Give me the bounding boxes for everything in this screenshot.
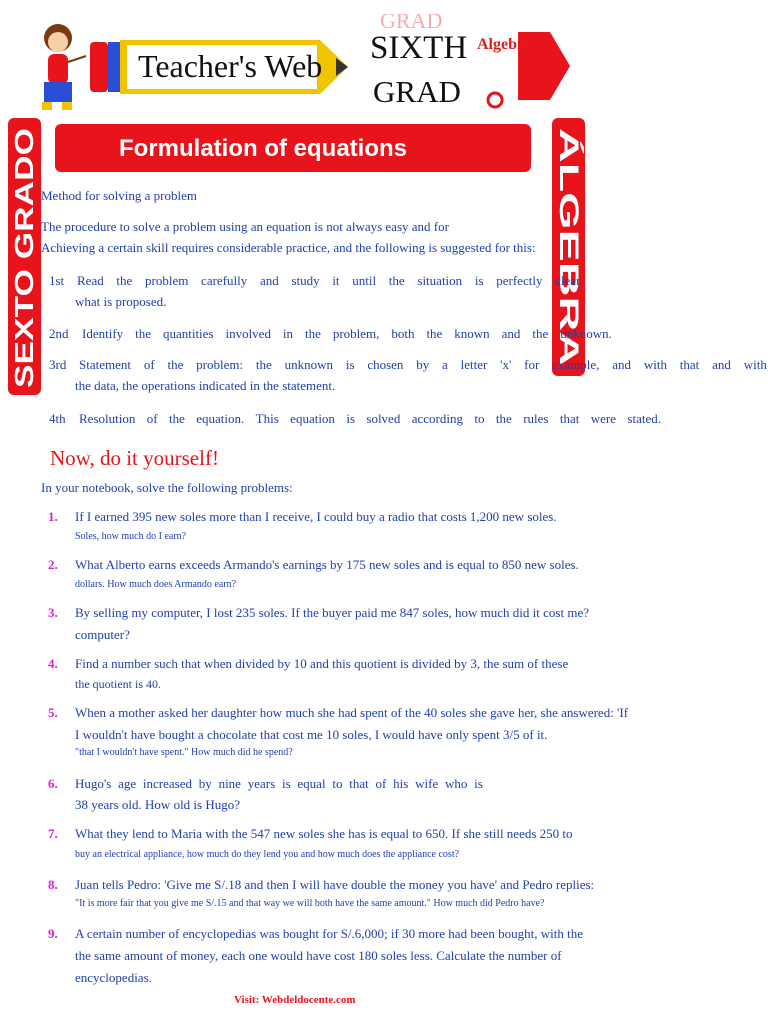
word: problem (145, 273, 189, 288)
word: years (247, 776, 276, 791)
problem-text-cont: the quotient is 40. (75, 677, 161, 691)
word: it (332, 273, 340, 288)
word: clear. (555, 273, 583, 288)
svg-text:SEXTO GRADO: SEXTO GRADO (9, 196, 39, 388)
word: solved (366, 411, 401, 426)
problem-number: 2. (48, 557, 58, 572)
problem-text-cont: the same amount of money, each one would have cost 180 soles less. Calculate the number of (75, 948, 562, 963)
word: the (495, 411, 512, 426)
word: This (255, 411, 279, 426)
word: Read (77, 273, 104, 288)
problem-text: If I earned 395 new soles more than I receive, I could buy a radio that costs 1,200 new soles. (75, 509, 557, 524)
word: study (291, 273, 320, 288)
word: the (532, 326, 549, 341)
problem-text: Find a number such that when divided by 10 and this quotient is divided by 3, the sum of these (75, 656, 569, 671)
instructions: In your notebook, solve the following problems: (41, 480, 293, 495)
problem-number: 3. (48, 605, 58, 620)
word: in (282, 326, 294, 341)
word: to (332, 776, 343, 791)
word: and (501, 326, 521, 341)
problem-text-cont: computer? (75, 627, 130, 642)
problem-text: What Alberto earns exceeds Armando's earnings by 175 new soles and is equal to 850 new soles. (75, 557, 579, 572)
word: is (474, 776, 483, 791)
word: to (474, 411, 485, 426)
problem-text: What they lend to Maria with the 547 new soles she has is equal to 650. If she still needs 250 to (75, 826, 573, 841)
word: is (346, 411, 355, 426)
logo-text: Teacher's Web (138, 48, 323, 84)
word: chosen (367, 357, 404, 372)
word: increased (142, 776, 192, 791)
problem-number: 7. (48, 826, 58, 841)
problem-text: When a mother asked her daughter how much she had spent of the 40 soles she gave her, she answered: 'If (75, 705, 629, 720)
word: unknown (284, 357, 334, 372)
word: perfectly (496, 273, 543, 288)
problem-number: 6. (48, 776, 58, 791)
word: equal (297, 776, 326, 791)
word: the (167, 357, 184, 372)
word: of (143, 357, 155, 372)
word: of (375, 776, 387, 791)
problem-text-cont: 38 years old. How old is Hugo? (75, 797, 241, 812)
word: both (391, 326, 415, 341)
word: quantities (162, 326, 214, 341)
word: that (679, 357, 700, 372)
teacher-illustration (30, 20, 90, 112)
subject-small: Algebra (477, 36, 533, 53)
step-line (79, 411, 661, 427)
step-label: 4th (49, 411, 66, 426)
problem-text-cont: I wouldn't have bought a chocolate that cost me 10 soles, I would have only spent 3/5 of it. (75, 727, 548, 742)
now-heading: Now, do it yourself! (50, 446, 219, 470)
word: until (352, 273, 377, 288)
word: letter (460, 357, 488, 372)
problem-note: "It is more fair that you give me S/.15 and that way we will both have the same amount." How much did Pedro have? (75, 898, 545, 909)
word: problem: (196, 357, 244, 372)
word: for (524, 357, 540, 372)
grade-line1: SIXTH (370, 30, 468, 66)
word: rules (523, 411, 549, 426)
word: the (388, 273, 405, 288)
problem-number: 9. (48, 926, 58, 941)
page-title: Formulation of equations (119, 135, 407, 162)
intro-line-1: Method for solving a problem (41, 188, 197, 203)
word: situation (417, 273, 463, 288)
word: and (712, 357, 731, 372)
word: Identify (82, 326, 124, 341)
word: that (559, 411, 580, 426)
word: wife (415, 776, 439, 791)
step-label: 2nd (49, 326, 69, 341)
word: age (118, 776, 137, 791)
word: is (345, 357, 355, 372)
word: the (255, 357, 272, 372)
word: and (259, 273, 279, 288)
left-side-label (8, 118, 41, 395)
word: were (590, 411, 617, 426)
step-line (82, 326, 612, 342)
word: carefully (201, 273, 248, 288)
word: a (442, 357, 448, 372)
word: by (416, 357, 430, 372)
word: with (643, 357, 667, 372)
footer-link[interactable]: Visit: Webdeldocente.com (234, 994, 356, 1006)
problem-note: buy an electrical appliance, how much do they lend you and how much does the appliance cost? (75, 849, 460, 860)
word: is (281, 776, 291, 791)
word: nine (218, 776, 241, 791)
word: and (612, 357, 632, 372)
problem-note: dollars. How much does Armando earn? (75, 579, 237, 590)
problem-number: 1. (48, 509, 58, 524)
word: problem, (332, 326, 380, 341)
word: equation (290, 411, 335, 426)
word: the (116, 273, 133, 288)
word: unknown. (560, 326, 612, 341)
word: Hugo's (75, 776, 112, 791)
word: known (454, 326, 490, 341)
step-continuation: the data, the operations indicated in the statement. (75, 378, 336, 393)
grade-line2: GRAD (373, 74, 461, 109)
word: Statement (79, 357, 131, 372)
word: who (445, 776, 468, 791)
word: by (198, 776, 212, 791)
problem-text-cont: encyclopedias. (75, 970, 152, 985)
word: the (426, 326, 443, 341)
word: involved (225, 326, 271, 341)
word: according (411, 411, 463, 426)
problem-text: Juan tells Pedro: 'Give me S/.18 and then I will have double the money you have' and Pedro replies: (75, 877, 595, 892)
svg-text:ÁLGEBRA: ÁLGEBRA (554, 128, 584, 262)
problem-note: "that I wouldn't have spent." How much did he spend? (75, 747, 293, 758)
word: equation. (196, 411, 245, 426)
problem-text: A certain number of encyclopedias was bought for S/.6,000; if 30 more had been bought, with the (75, 926, 583, 941)
step-label: 1st (49, 273, 65, 288)
problem-number: 4. (48, 656, 58, 671)
word: Resolution (79, 411, 136, 426)
word: 'x' (500, 357, 512, 372)
word: the (168, 411, 185, 426)
word: example, (552, 357, 600, 372)
word: the (135, 326, 151, 341)
step-line (77, 273, 583, 289)
word: is (474, 273, 484, 288)
intro-line-3: Achieving a certain skill requires considerable practice, and the following is suggested for this: (41, 240, 536, 255)
word: the (304, 326, 321, 341)
word: that (349, 776, 369, 791)
problem-text (75, 776, 483, 792)
step-label: 3rd (49, 357, 67, 372)
problem-number: 5. (48, 705, 58, 720)
word: stated. (627, 411, 661, 426)
step-continuation: what is proposed. (75, 294, 167, 309)
word: his (393, 776, 409, 791)
svg-text:GRAD: GRAD (380, 14, 443, 33)
intro-line-2: The procedure to solve a problem using an equation is not always easy and for (41, 219, 449, 234)
word: with (743, 357, 767, 372)
problem-text: By selling my computer, I lost 235 soles. If the buyer paid me 847 soles, how much did it cost me? (75, 605, 589, 620)
step-line (79, 357, 767, 373)
word: of (146, 411, 158, 426)
problem-number: 8. (48, 877, 58, 892)
problem-note: Soles, how much do I earn? (75, 531, 187, 542)
